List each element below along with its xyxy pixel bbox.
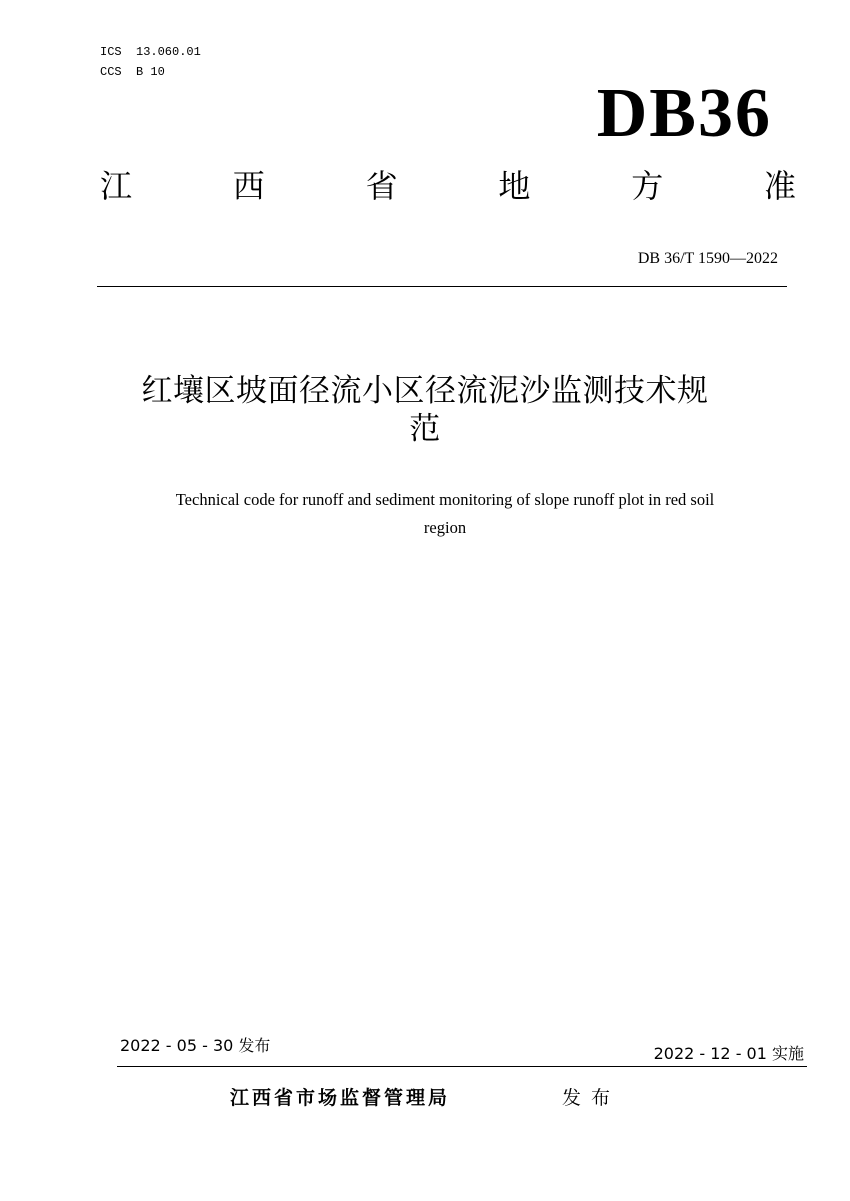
- standard-type-char: 省: [365, 167, 398, 205]
- standard-type: [100, 164, 796, 208]
- standard-type-char: 地: [498, 167, 531, 205]
- ics-code: ICS 13.060.01: [100, 45, 201, 59]
- issuing-authority: 江西省市场监督管理局: [230, 1087, 451, 1109]
- ccs-code: CCS B 10: [100, 65, 165, 79]
- standard-logo: DB36: [596, 75, 772, 152]
- standard-type-char: 方: [631, 167, 664, 205]
- title-chinese-line-2: 范: [409, 411, 441, 447]
- standard-type-char: 准: [763, 167, 796, 205]
- title-english-line-2: region: [423, 518, 467, 537]
- header-divider: [97, 286, 787, 287]
- title-chinese: [80, 372, 770, 448]
- title-chinese-line-1: 红壤区坡面径流小区径流泥沙监测技术规: [141, 373, 709, 409]
- issue-label: 发布: [562, 1087, 621, 1109]
- standard-type-char: 江: [100, 167, 133, 205]
- title-english-line-1: Technical code for runoff and sediment monitoring of slope runoff plot in red soil: [175, 490, 715, 509]
- title-english: [100, 486, 790, 542]
- implementation-date: 2022 - 12 - 01 实施: [653, 1044, 804, 1063]
- standard-type-char: 西: [232, 167, 265, 205]
- footer-divider: [117, 1066, 807, 1067]
- standard-number: DB 36/T 1590—2022: [637, 250, 778, 267]
- classification-codes: [100, 42, 201, 82]
- issue-date: 2022 - 05 - 30 发布: [120, 1036, 271, 1055]
